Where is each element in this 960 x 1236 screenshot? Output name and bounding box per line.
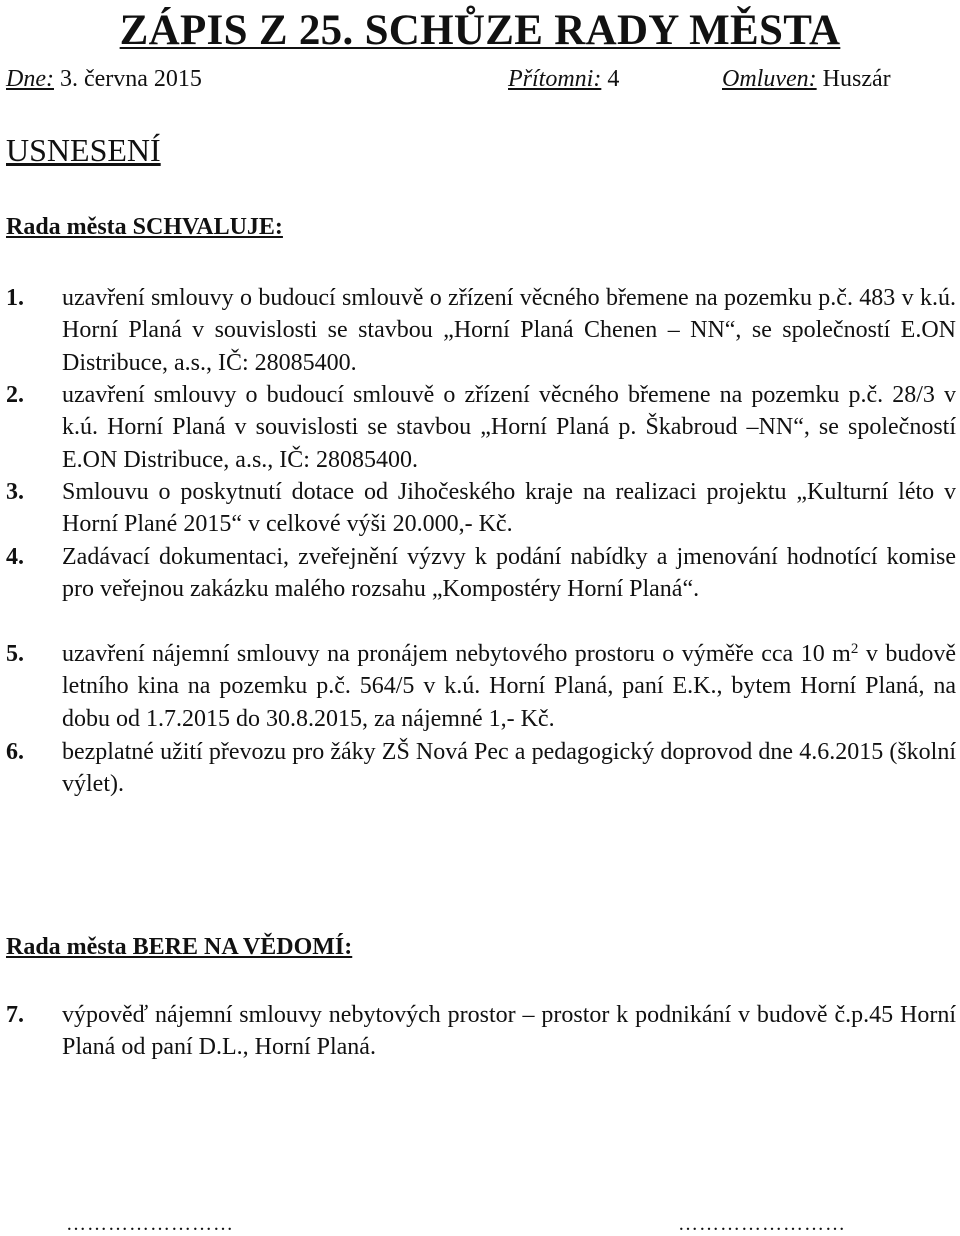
notes-heading: Rada města BERE NA VĚDOMÍ:: [6, 934, 353, 960]
present-field: [508, 66, 619, 93]
date-value: 3. června 2015: [59, 66, 202, 92]
list-item: [6, 476, 956, 541]
superscript: 2: [850, 641, 859, 657]
item-number: 5.: [6, 641, 24, 667]
list-item: [6, 999, 956, 1064]
page-title: ZÁPIS Z 25. SCHŮZE RADY MĚSTA: [119, 7, 841, 54]
list-item: [6, 379, 956, 476]
item-number: 1.: [6, 285, 24, 311]
item-text: uzavření smlouvy o budoucí smlouvě o zřízení věcného břemene na pozemku p.č. 483 v k.ú. Horní Planá v souvislosti se stavbou „Horní Planá Chenen – NN“, se společností E.ON Distribuce, a.s., IČ: 28085400.: [62, 285, 956, 376]
absent-field: [722, 66, 891, 93]
resolution-heading: USNESENÍ: [6, 132, 161, 168]
approves-heading: Rada města SCHVALUJE:: [6, 214, 283, 240]
item-text: výpověď nájemní smlouvy nebytových prostor – prostor k podnikání v budově č.p.45 Horní Planá od paní D.L., Horní Planá.: [62, 1002, 956, 1061]
absent-label: Omluven:: [722, 66, 817, 92]
signature-line-right: ……………………: [678, 1213, 846, 1235]
item-text-part: v budově letního kina na pozemku p.č. 564/5 v k.ú. Horní Planá, paní E.K., bytem Horní Planá, na dobu od 1.7.2015 do 30.8.2015, za nájemné 1,- Kč.: [62, 641, 956, 732]
item-text-part: uzavření nájemní smlouvy na pronájem nebytového prostoru o výměře cca 10 m: [62, 641, 851, 667]
item-number: 4.: [6, 544, 24, 570]
item-text: uzavření smlouvy o budoucí smlouvě o zřízení věcného břemene na pozemku p.č. 28/3 v k.ú. Horní Planá v souvislosti se stavbou „Horní Planá p. Škabroud –NN“, se společností E.ON Distribuce, a.s., IČ: 28085400.: [62, 382, 956, 473]
date-label: Dne:: [6, 66, 54, 92]
present-label: Přítomni:: [508, 66, 602, 92]
meeting-info: [6, 66, 960, 100]
list-item: [6, 282, 956, 379]
item-text: bezplatné užití převozu pro žáky ZŠ Nová Pec a pedagogický doprovod dne 4.6.2015 (školní výlet).: [62, 739, 956, 798]
date-field: [6, 66, 202, 93]
list-item: [6, 541, 956, 606]
item-text: [62, 638, 956, 735]
item-text: Zadávací dokumentaci, zveřejnění výzvy k podání nabídky a jmenování hodnotící komise pro veřejnou zakázku malého rozsahu „Kompostéry Horní Planá“.: [62, 544, 956, 603]
list-item: [6, 736, 956, 801]
absent-value: Huszár: [822, 66, 891, 92]
present-value: 4: [607, 66, 620, 92]
item-text: Smlouvu o poskytnutí dotace od Jihočeského kraje na realizaci projektu „Kulturní léto v Horní Plané 2015“ v celkové výši 20.000,- Kč.: [62, 479, 956, 538]
item-number: 7.: [6, 1002, 24, 1028]
list-item: [6, 638, 956, 735]
item-number: 2.: [6, 382, 24, 408]
item-number: 6.: [6, 739, 24, 765]
signature-line-left: ……………………: [66, 1213, 234, 1235]
item-number: 3.: [6, 479, 24, 505]
